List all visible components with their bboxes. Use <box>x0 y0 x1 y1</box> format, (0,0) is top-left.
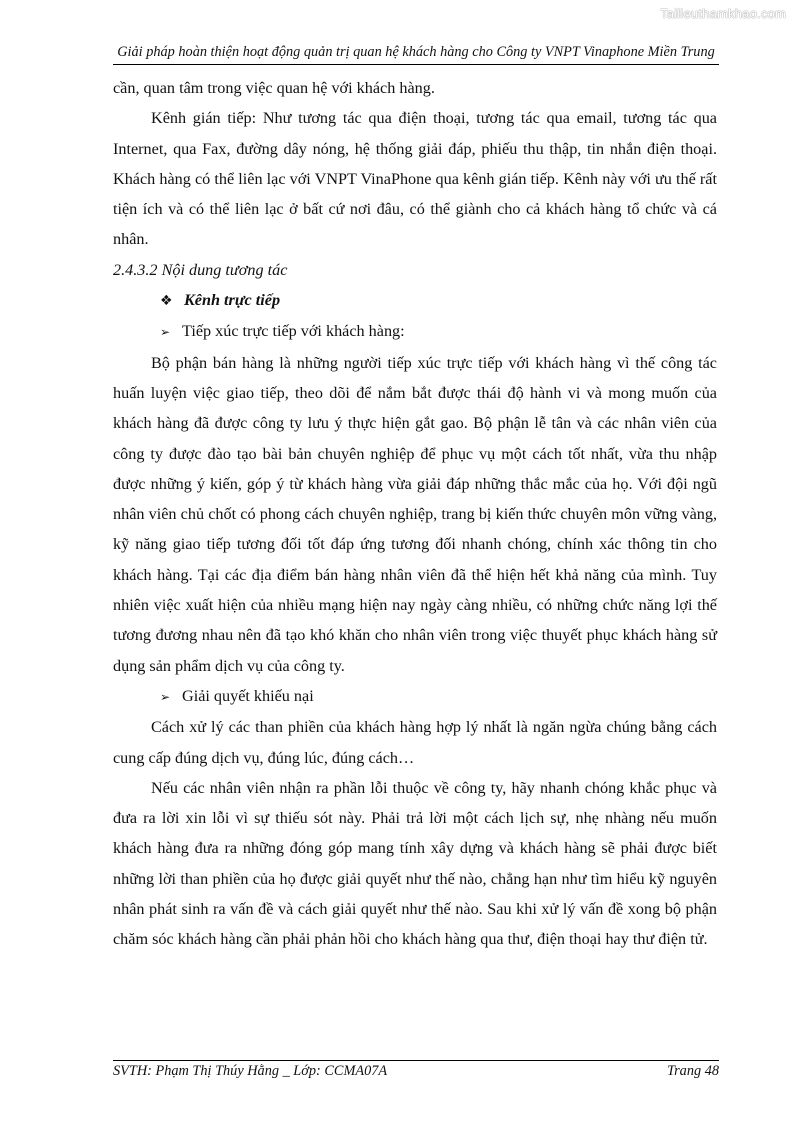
paragraph-sales-department: Bộ phận bán hàng là những người tiếp xúc trực tiếp với khách hàng vì thế công tác huấn luyện việc giao tiếp, theo dõi để nắm bắt được thái độ hành vi và mong muốn của khách hàng đã được công ty lưu ý thực hiện gắt gao. Bộ phận lễ tân và các nhân viên của công ty được đào tạo bài bản chuyên nghiệp để phục vụ một cách tốt nhất, vừa thu nhập được những ý kiến, góp ý từ khách hàng vừa giải đáp những thắc mắc của họ. Với đội ngũ nhân viên chủ chốt có phong cách chuyên nghiệp, trang bị kiến thức chuyên môn vững vàng, kỹ năng giao tiếp tương đối tốt đáp ứng tương đối nhanh chóng, chính xác thông tin cho khách hàng. Tại các địa điểm bán hàng nhân viên đã thể hiện hết khả năng của mình. Tuy nhiên việc xuất hiện của nhiều mạng hiện nay ngày càng nhiều, có những chức năng lợi thế tương đương nhau nên đã tạo khó khăn cho nhân viên trong việc thuyết phục khách hàng sử dụng sản phẩm dịch vụ của công ty. <box>113 353 717 675</box>
bullet-label: Giải quyết khiếu nại <box>182 686 314 705</box>
paragraph-indirect-channel: Kênh gián tiếp: Như tương tác qua điện thoại, tương tác qua email, tương tác qua Internet, qua Fax, đường dây nóng, hệ thống giải đáp, phiếu thu thập, tin nhắn điện thoại. Khách hàng có thể liên lạc với VNPT VinaPhone qua kênh gián tiếp. Kênh này với ưu thế rất tiện ích và có thể liên lạc ở bất cứ nơi đâu, có thể giành cho cả khách hàng tổ chức và cá nhân. <box>113 109 717 249</box>
paragraph-complaint-handling: Cách xử lý các than phiền của khách hàng hợp lý nhất là ngăn ngừa chúng bằng cách cung cấp đúng dịch vụ, đúng lúc, đúng cách… <box>113 718 717 767</box>
running-footer <box>113 1060 719 1080</box>
footer-author: SVTH: Phạm Thị Thúy Hằng _ Lớp: CCMA07A <box>113 1063 388 1079</box>
arrow-bullet-icon: ➢ <box>160 325 171 340</box>
page-body <box>113 73 717 955</box>
sub-bullet-direct-contact <box>113 316 717 347</box>
bullet-label: Tiếp xúc trực tiếp với khách hàng: <box>182 322 405 341</box>
bullet-direct-channel <box>113 285 717 316</box>
paragraph: cần, quan tâm trong việc quan hệ với khách hàng. <box>113 79 435 97</box>
bullet-label: Kênh trực tiếp <box>184 291 281 310</box>
paragraph-complaint-response: Nếu các nhân viên nhận ra phần lỗi thuộc về công ty, hãy nhanh chóng khắc phục và đưa ra lời xin lỗi vì sự thiếu sót này. Phải trả lời một cách lịch sự, nhẹ nhàng nếu muốn khách hàng đưa ra những đóng góp mang tính xây dựng và khách hàng sẽ phải được biết những lời than phiền của họ được giải quyết như thế nào, chẳng hạn như tìm hiểu kỹ nguyên nhân phát sinh ra vấn đề và cách giải quyết như thế nào. Sau khi xử lý vấn đề xong bộ phận chăm sóc khách hàng cần phải phản hồi cho khách hàng qua thư, điện thoại hay thư điện tử. <box>113 778 717 949</box>
section-heading: 2.4.3.2 Nội dung tương tác <box>113 260 288 279</box>
running-header: Giải pháp hoàn thiện hoạt động quản trị quan hệ khách hàng cho Công ty VNPT Vinaphone Miền Trung <box>113 44 719 65</box>
page-number: Trang 48 <box>666 1063 719 1079</box>
arrow-bullet-icon: ➢ <box>160 689 171 704</box>
diamond-bullet-icon: ❖ <box>160 293 173 310</box>
watermark: Tailieuthamkhao.com <box>660 6 786 21</box>
sub-bullet-complaints <box>113 681 717 712</box>
